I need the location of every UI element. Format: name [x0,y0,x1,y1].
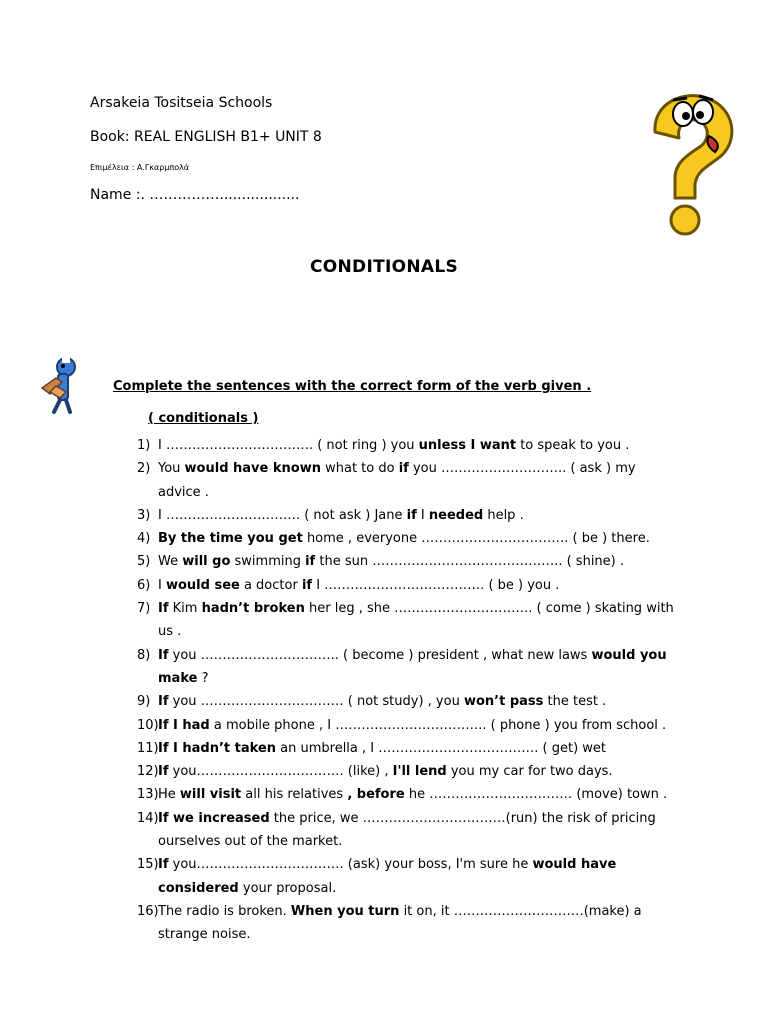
editor-line: Επιμέλεια : Α.Γκαρμπολά [90,163,190,172]
sentence-text [158,760,677,783]
sentence-keyword: will visit [179,787,242,803]
sentence-item [137,457,677,504]
sentence-keyword: , before [347,787,405,803]
sentence-segment: the sun …………………………………….. ( shine) . [315,554,625,570]
sentence-segment: to speak to you . [516,438,630,453]
sentence-text [158,853,677,900]
sentence-keyword: By the time you get [158,531,303,547]
sentence-text [158,714,677,737]
sentence-segment: your proposal. [238,880,337,896]
sentence-text [158,644,677,691]
sentence-keyword: if [301,577,313,593]
question-mark-mascot-icon [645,92,741,244]
sentence-text [158,900,677,947]
sentence-number: 15) [137,857,159,873]
sentence-item [137,434,677,457]
sentence-text [158,504,677,527]
sentence-segment: all his relatives [241,787,348,803]
sentence-number: 5) [137,554,151,570]
sentence-keyword: would have known [184,461,321,477]
sentence-keyword: would see [165,577,240,593]
sentence-segment: swimming [230,554,306,570]
sentence-number: 13) [137,787,159,803]
sentence-text [158,550,677,573]
sentence-segment: you my car for two days. [446,764,613,780]
sentence-number: 1) [137,438,151,453]
sentence-segment: I …………………………. ( not ask ) Jane [158,507,407,523]
sentence-number: 2) [137,461,151,477]
sentence-number: 4) [137,531,151,547]
sentence-keyword: If [158,764,169,780]
sentence-keyword: If [158,601,169,617]
school-name: Arsakeia Tositseia Schools [90,95,273,111]
sentence-text [158,597,677,644]
sentence-keyword: if [406,507,417,523]
sentence-item [137,714,677,737]
sentence-segment: her leg , she ………………………….. ( come ) skating with us . [158,601,674,640]
sentence-item [137,644,677,691]
sentence-item [137,900,677,947]
sentence-keyword: If I hadn’t taken [158,740,277,756]
sentence-segment: He [158,787,180,803]
sentence-keyword: If I had [158,717,210,733]
sentence-number: 7) [137,601,151,617]
sentence-keyword: I'll lend [392,764,447,780]
sentence-segment: it on, it …………………………(make) a strange noise. [158,903,642,943]
subheading: ( conditionals ) [148,411,259,426]
sentence-keyword: If [158,647,169,663]
sentence-text [158,527,677,550]
sentence-keyword: if [305,554,316,570]
sentence-segment: the price, we ……………………………(run) the risk of pricing ourselves out of the market. [158,810,656,850]
sentence-keyword: would you make [158,647,667,686]
sentence-text [158,574,677,597]
sentence-text [158,783,677,806]
sentence-item [137,690,677,713]
sentence-item [137,574,677,597]
sentence-segment: The radio is broken. [158,903,291,919]
name-line: Name :. …………….................. [90,187,300,203]
instruction-text: Complete the sentences with the correct form of the verb given . [113,379,592,394]
sentence-keyword: If [158,857,169,873]
sentence-segment: Kim [168,601,202,617]
sentence-number: 12) [137,764,159,780]
sentence-segment: he …………………………… (move) town . [404,787,668,803]
sentence-keyword: would have considered [158,857,617,896]
sentence-text [158,457,677,504]
sentence-segment: a doctor [239,577,302,593]
sentence-segment: You [158,461,185,477]
sentence-number: 3) [137,507,151,523]
sentence-keyword: if [398,461,409,477]
sentence-segment: I ………………………………. ( be ) you . [312,577,560,593]
sentence-item [137,807,677,854]
sentence-item [137,597,677,644]
sentence-segment: the test . [543,694,607,710]
sentence-item [137,853,677,900]
sentence-segment: what to do [320,461,399,477]
sentence-list [137,434,677,947]
sentence-segment: I [416,507,429,523]
book-info: Book: REAL ENGLISH B1+ UNIT 8 [90,129,322,145]
sentence-segment: you ……………………….. ( ask ) my advice . [158,461,636,500]
sentence-segment: I ……………………………. ( not ring ) you [158,438,419,453]
sentence-item [137,783,677,806]
sentence-text [158,434,677,457]
sentence-number: 10) [137,717,159,733]
sentence-number: 9) [137,694,151,710]
page-title: CONDITIONALS [309,257,459,277]
sentence-number: 11) [137,740,159,756]
sentence-number: 6) [137,577,151,593]
sentence-text [158,807,677,854]
sentence-segment: ? [197,670,209,686]
sentence-item [137,504,677,527]
sentence-keyword: If we increased [158,810,270,826]
sentence-keyword: will go [182,554,231,570]
sentence-keyword: needed [428,507,484,523]
sentence-segment: We [158,554,183,570]
sentence-segment: home , everyone ……………………………. ( be ) there. [302,531,650,547]
sentence-number: 8) [137,647,151,663]
sentence-text [158,690,677,713]
sentence-item [137,737,677,760]
sentence-item [137,760,677,783]
sentence-number: 16) [137,903,159,919]
sentence-segment: help . [483,507,524,523]
sentence-segment: I [158,577,166,593]
wrench-character-icon [36,354,88,416]
sentence-segment: you …………………………… ( not study) , you [168,694,464,710]
sentence-segment: an umbrella , I ………………………………. ( get) wet [276,740,606,756]
sentence-segment: you……………………………. (ask) your boss, I'm sure he [168,857,533,873]
sentence-keyword: unless I want [418,438,517,453]
sentence-text [158,737,677,760]
sentence-item [137,550,677,573]
sentence-segment: a mobile phone , I …………………………….. ( phone ) you from school . [209,717,667,733]
sentence-segment: you ………………………….. ( become ) president , what new laws [168,647,592,663]
sentence-keyword: hadn’t broken [201,601,305,617]
sentence-number: 14) [137,810,159,826]
sentence-keyword: When you turn [290,903,400,919]
sentence-segment: you……………………………. (like) , [168,764,393,780]
sentence-keyword: If [158,694,169,710]
sentence-keyword: won’t pass [463,694,544,710]
sentence-item [137,527,677,550]
